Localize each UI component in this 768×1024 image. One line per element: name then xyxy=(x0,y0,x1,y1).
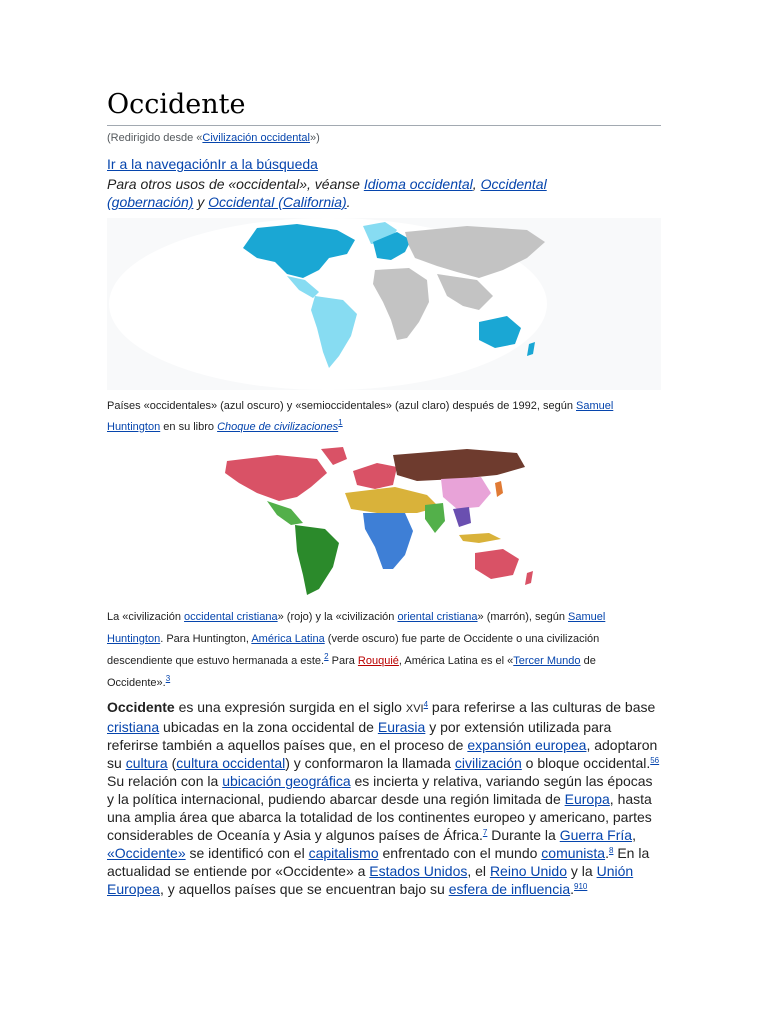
caption-link-rouquie[interactable]: Rouquié xyxy=(357,655,399,667)
text: y por extensión utilizada para referirse también a aquellos países que, en el proceso de xyxy=(107,719,612,753)
figure2-caption xyxy=(107,606,661,694)
link-capitalismo[interactable]: capitalismo xyxy=(308,845,379,861)
caption-text: de Occidente». xyxy=(107,655,596,689)
intro-paragraph xyxy=(107,698,663,898)
caption-text: Países «occidentales» (azul oscuro) y «semioccidentales» (azul claro) después de 1992, según xyxy=(107,400,576,412)
caption-text: » (marrón), según xyxy=(477,611,569,623)
map-new-zealand xyxy=(527,342,535,356)
link-guerra-fria[interactable]: Guerra Fría xyxy=(559,827,633,843)
link-cultura-occidental[interactable]: cultura occidental xyxy=(176,755,286,771)
reference-3[interactable]: 3 xyxy=(165,674,171,683)
reference-2[interactable]: 2 xyxy=(324,652,329,661)
reference-5-6[interactable]: 56 xyxy=(650,756,660,765)
link-comunista[interactable]: comunista xyxy=(541,845,606,861)
text: . xyxy=(605,845,609,861)
civilizations-map[interactable] xyxy=(107,443,661,603)
hatnote-sep: , xyxy=(472,176,481,192)
caption-text: » (rojo) y la «civilización xyxy=(277,611,398,623)
redirect-prefix: (Redirigido desde « xyxy=(107,132,203,144)
caption-text: , América Latina es el « xyxy=(398,655,514,667)
caption-text: en su libro xyxy=(160,421,218,433)
hatnote-sep: y xyxy=(193,194,209,210)
link-occidente[interactable]: «Occidente» xyxy=(107,845,186,861)
link-ubicacion-geografica[interactable]: ubicación geográfica xyxy=(222,773,351,789)
hatnote xyxy=(107,175,607,211)
jump-to-search-link[interactable]: Ir a la búsqueda xyxy=(217,156,318,172)
caption-link-america-latina[interactable]: América Latina xyxy=(251,633,325,645)
jump-links xyxy=(107,156,318,172)
text: Su relación con la xyxy=(107,773,223,789)
link-estados-unidos[interactable]: Estados Unidos xyxy=(369,863,468,879)
figure1-caption xyxy=(107,396,661,438)
reference-9-10[interactable]: 910 xyxy=(574,882,588,891)
link-civilizacion[interactable]: civilización xyxy=(454,755,522,771)
text: es incierta y relativa, variando según las épocas y la política internacional, pudiendo abarcar desde una región limitada de xyxy=(107,773,653,807)
text: ) y conformaron la llamada xyxy=(285,755,455,771)
link-cultura[interactable]: cultura xyxy=(125,755,168,771)
western-countries-map[interactable] xyxy=(107,218,661,390)
text: ubicadas en la zona occidental de xyxy=(159,719,378,735)
text: . xyxy=(570,881,574,897)
text: , adoptaron su xyxy=(107,737,658,771)
hatnote-link-gobernacion[interactable]: Occidental (gobernación) xyxy=(107,176,547,210)
caption-text: (verde oscuro) fue parte de Occidente o una civilización descendiente que estuvo hermanada a este. xyxy=(107,633,600,667)
caption-link-huntington[interactable]: Samuel Huntington xyxy=(107,400,614,433)
link-eurasia[interactable]: Eurasia xyxy=(377,719,426,735)
caption-text: . Para Huntington, xyxy=(160,633,252,645)
article-subject: Occidente xyxy=(107,699,175,715)
caption-link-tercer-mundo[interactable]: Tercer Mundo xyxy=(513,655,581,667)
text: , xyxy=(632,827,636,843)
world-map-civilizations xyxy=(107,443,661,603)
caption-link-occidental-cristiana[interactable]: occidental cristiana xyxy=(184,611,278,623)
hatnote-end: . xyxy=(346,194,351,210)
redirect-link[interactable]: Civilización occidental xyxy=(202,132,310,144)
hatnote-prefix: Para otros usos de «occidental», véanse xyxy=(107,176,364,192)
text: En la actualidad se entiende por «Occidente» a xyxy=(107,845,650,879)
caption-link-choque[interactable]: Choque de civilizaciones xyxy=(217,421,339,433)
page-title: Occidente xyxy=(107,88,661,126)
reference-4[interactable]: 4 xyxy=(423,700,429,709)
jump-to-navigation-link[interactable]: Ir a la navegación xyxy=(107,156,218,172)
text: , hasta una amplia área que abarca la totalidad de los continentes europeo y americano, partes considerables de Oceanía y Asia y algunos países de África. xyxy=(107,791,652,843)
hatnote-link-idioma[interactable]: Idioma occidental xyxy=(363,176,473,192)
text: ( xyxy=(167,755,177,771)
link-europa[interactable]: Europa xyxy=(564,791,610,807)
redirect-suffix: ») xyxy=(310,132,320,144)
hatnote-link-california[interactable]: Occidental (California) xyxy=(208,194,347,210)
text: , el xyxy=(467,863,490,879)
century-label: XVI xyxy=(405,703,424,715)
text: Durante la xyxy=(487,827,560,843)
redirect-note xyxy=(107,132,320,144)
text: se identificó con el xyxy=(185,845,309,861)
link-esfera-de-influencia[interactable]: esfera de influencia xyxy=(448,881,571,897)
link-union-europea[interactable]: Unión Europea xyxy=(107,863,634,897)
reference-1[interactable]: 1 xyxy=(338,418,343,427)
text: enfrentado con el mundo xyxy=(378,845,542,861)
text: o bloque occidental. xyxy=(521,755,651,771)
caption-link-oriental-cristiana[interactable]: oriental cristiana xyxy=(397,611,478,623)
text: y la xyxy=(567,863,597,879)
caption-text: Para xyxy=(328,655,358,667)
link-expansion-europea[interactable]: expansión europea xyxy=(467,737,587,753)
caption-link-huntington[interactable]: Samuel Huntington xyxy=(107,611,606,645)
text: para referirse a las culturas de base xyxy=(428,699,656,715)
link-reino-unido[interactable]: Reino Unido xyxy=(489,863,567,879)
text: , y aquellos países que se encuentran bajo su xyxy=(159,881,449,897)
caption-text: La «civilización xyxy=(107,611,185,623)
link-cristiana[interactable]: cristiana xyxy=(107,719,160,735)
reference-8[interactable]: 8 xyxy=(608,846,614,855)
world-map-huntington-west xyxy=(107,218,661,390)
text: es una expresión surgida en el siglo xyxy=(174,699,406,715)
reference-7[interactable]: 7 xyxy=(482,828,488,837)
